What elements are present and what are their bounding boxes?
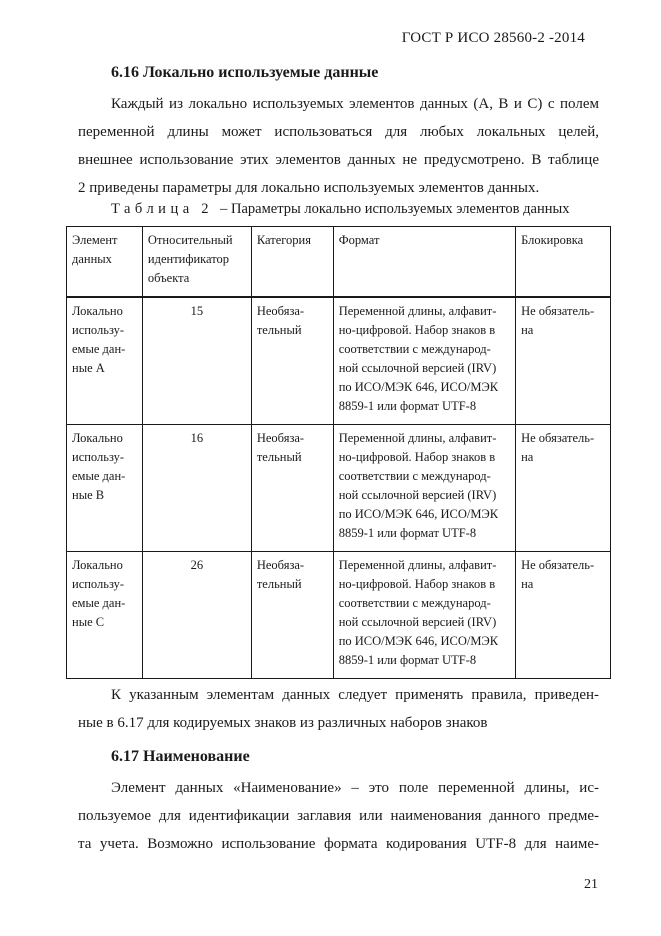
note-paragraph — [78, 681, 599, 737]
cell-lock: Не обязатель- на — [516, 425, 611, 552]
paragraph-line: пользуемое для идентификации заглавия или наименования данного предме- — [78, 808, 599, 824]
page-number: 21 — [584, 877, 598, 892]
paragraph-line: переменной длины может использоваться для любых локальных целей, — [78, 124, 599, 140]
table-row — [67, 552, 611, 679]
paragraph-line: ные в 6.17 для кодируемых знаков из различных наборов знаков — [78, 715, 488, 731]
paragraph-line: внешнее использование этих элементов данных не предусмотрено. В таблице — [78, 152, 599, 168]
cell-lock: Не обязатель- на — [516, 297, 611, 425]
header-lock: Блокировка — [516, 227, 611, 298]
header-relative-id: Относительный идентификатор объекта — [142, 227, 251, 298]
cell-category: Необяза- тельный — [251, 297, 333, 425]
paragraph-line: К указанным элементам данных следует применять правила, приведен- — [111, 687, 599, 703]
table-caption-number: 2 — [201, 201, 209, 217]
cell-relative-id: 16 — [142, 425, 251, 552]
table-caption-word: Таблица — [111, 201, 194, 217]
cell-category: Необяза- тельный — [251, 425, 333, 552]
cell-element: Локально использу- емые дан- ные C — [67, 552, 143, 679]
table-caption-text: – Параметры локально используемых элементов данных — [220, 201, 570, 217]
section-6-16-title: 6.16 Локально используемые данные — [111, 64, 379, 81]
paragraph-line: та учета. Возможно использование формата кодирования UTF-8 для наиме- — [78, 836, 599, 852]
header-category: Категория — [251, 227, 333, 298]
section-6-17-title: 6.17 Наименование — [111, 748, 250, 765]
cell-format: Переменной длины, алфавит- но-цифровой. Набор знаков в соответствии с международ- ной ссылочной версией (IRV) по ИСО/МЭК 646, ИСО/МЭК 8859-1 или формат UTF-8 — [333, 552, 515, 679]
paragraph-line: Каждый из локально используемых элементов данных (A, B и C) с полем — [111, 96, 599, 112]
table-caption — [111, 201, 569, 218]
header-element: Элемент данных — [67, 227, 143, 298]
document-header: ГОСТ Р ИСО 28560-2 -2014 — [401, 30, 585, 46]
cell-category: Необяза- тельный — [251, 552, 333, 679]
cell-relative-id: 15 — [142, 297, 251, 425]
table-row — [67, 425, 611, 552]
section-6-17-paragraph — [78, 774, 599, 858]
paragraph-line: Элемент данных «Наименование» – это поле переменной длины, ис- — [111, 780, 599, 796]
cell-relative-id: 26 — [142, 552, 251, 679]
paragraph-line: 2 приведены параметры для локально используемых элементов данных. — [78, 180, 540, 196]
cell-lock: Не обязатель- на — [516, 552, 611, 679]
table-row — [67, 297, 611, 425]
cell-format: Переменной длины, алфавит- но-цифровой. Набор знаков в соответствии с международ- ной ссылочной версией (IRV) по ИСО/МЭК 646, ИСО/МЭК 8859-1 или формат UTF-8 — [333, 425, 515, 552]
cell-element: Локально использу- емые дан- ные B — [67, 425, 143, 552]
header-format: Формат — [333, 227, 515, 298]
cell-element: Локально использу- емые дан- ные A — [67, 297, 143, 425]
cell-format: Переменной длины, алфавит- но-цифровой. Набор знаков в соответствии с международ- ной ссылочной версией (IRV) по ИСО/МЭК 646, ИСО/МЭК 8859-1 или формат UTF-8 — [333, 297, 515, 425]
parameters-table — [66, 226, 611, 679]
table-header-row — [67, 227, 611, 298]
section-6-16-paragraph — [78, 90, 599, 202]
